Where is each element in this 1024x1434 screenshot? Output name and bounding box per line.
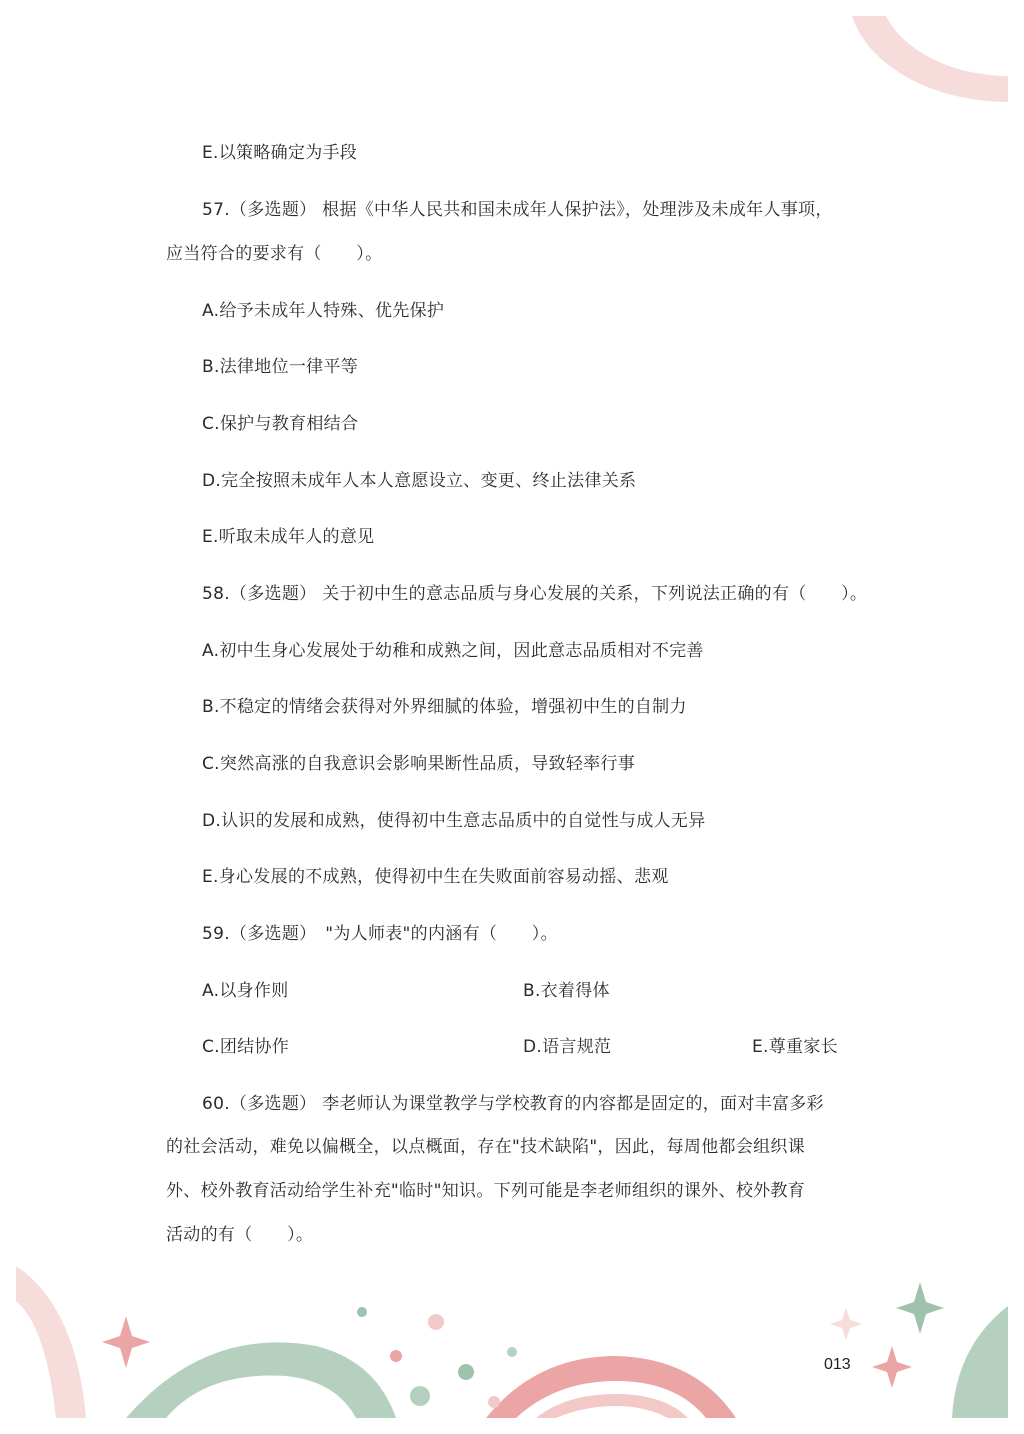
page-number: 013 <box>824 1356 851 1373</box>
top-right-arc-decoration <box>852 16 1008 102</box>
bottom-pink-rings <box>486 1356 736 1418</box>
document-page <box>16 16 1008 1418</box>
q57-option-b: B.法律地位一律平等 <box>202 357 359 377</box>
q57-option-c: C.保护与教育相结合 <box>202 414 359 434</box>
q57-stem-line1: 57.（多选题） 根据《中华人民共和国未成年人保护法》，处理涉及未成年人事项， <box>202 200 833 220</box>
dot-icon <box>357 1307 367 1317</box>
q59-stem: 59.（多选题） "为人师表"的内涵有（ ）。 <box>202 924 558 944</box>
q57-option-e: E.听取未成年人的意见 <box>202 527 375 547</box>
dot-icon <box>488 1396 500 1408</box>
q58-option-c: C.突然高涨的自我意识会影响果断性品质，导致轻率行事 <box>202 754 636 774</box>
q60-stem-line1: 60.（多选题） 李老师认为课堂教学与学校教育的内容都是固定的，面对丰富多彩 <box>202 1094 824 1114</box>
dot-icon <box>458 1364 474 1380</box>
q60-stem-line2: 的社会活动，难免以偏概全，以点概面，存在"技术缺陷"，因此，每周他都会组织课 <box>166 1137 806 1157</box>
q57-stem-line2: 应当符合的要求有（ ）。 <box>166 244 383 264</box>
bottom-left-green-arch <box>126 1342 396 1418</box>
q59-option-e: E.尊重家长 <box>752 1037 838 1057</box>
q59-option-d: D.语言规范 <box>523 1037 612 1057</box>
dot-icon <box>410 1386 430 1406</box>
q57-option-a: A.给予未成年人特殊、优先保护 <box>202 301 445 321</box>
sparkle-icon <box>896 1282 944 1334</box>
q58-stem: 58.（多选题） 关于初中生的意志品质与身心发展的关系，下列说法正确的有（ ）。 <box>202 584 868 604</box>
dot-icon <box>390 1350 402 1362</box>
q59-option-a: A.以身作则 <box>202 981 289 1001</box>
q57-option-d: D.完全按照未成年人本人意愿设立、变更、终止法律关系 <box>202 471 637 491</box>
q59-option-c: C.团结协作 <box>202 1037 290 1057</box>
sparkle-icon <box>830 1308 862 1340</box>
bottom-right-green-arc <box>952 1306 1008 1418</box>
sparkle-icon <box>102 1316 150 1368</box>
q60-stem-line4: 活动的有（ ）。 <box>166 1225 314 1245</box>
dot-icon <box>507 1347 517 1357</box>
sparkle-icon <box>872 1346 912 1388</box>
q58-option-d: D.认识的发展和成熟，使得初中生意志品质中的自觉性与成人无异 <box>202 811 706 831</box>
q60-stem-line3: 外、校外教育活动给学生补充"临时"知识。下列可能是李老师组织的课外、校外教育 <box>166 1181 806 1201</box>
q59-option-b: B.衣着得体 <box>523 981 610 1001</box>
q58-option-a: A.初中生身心发展处于幼稚和成熟之间，因此意志品质相对不完善 <box>202 641 704 661</box>
q58-option-b: B.不稳定的情绪会获得对外界细腻的体验，增强初中生的自制力 <box>202 697 687 717</box>
prev-option-e: E.以策略确定为手段 <box>202 143 358 163</box>
dot-icon <box>428 1314 444 1330</box>
bottom-pink-inner-ring <box>536 1394 688 1418</box>
q58-option-e: E.身心发展的不成熟，使得初中生在失败面前容易动摇、悲观 <box>202 867 669 887</box>
bottom-left-pink-arc <box>16 1266 86 1418</box>
